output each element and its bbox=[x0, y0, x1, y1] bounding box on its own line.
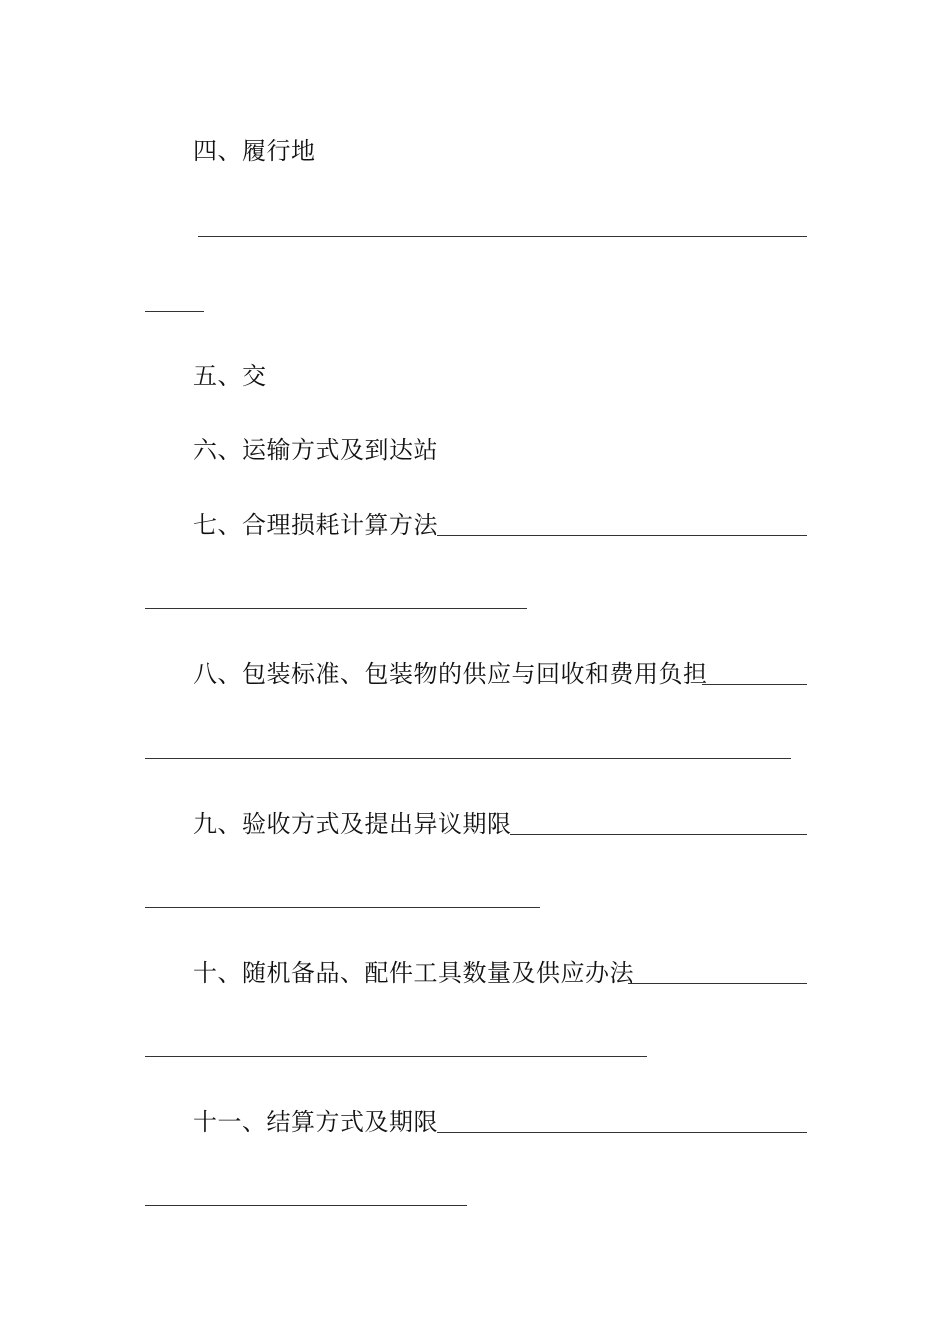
section-9-blank-line bbox=[510, 834, 807, 835]
section-4-blank-line bbox=[198, 236, 807, 237]
section-10-blank-line-continued bbox=[145, 1056, 647, 1057]
section-7-blank-line bbox=[437, 535, 807, 536]
section-10-label: 十、随机备品、配件工具数量及供应办法 bbox=[193, 959, 634, 987]
section-11-label: 十一、结算方式及期限 bbox=[193, 1108, 438, 1136]
section-5-label: 五、交 bbox=[193, 362, 267, 390]
section-7-blank-line-continued bbox=[145, 608, 527, 609]
section-7-label: 七、合理损耗计算方法 bbox=[193, 511, 438, 539]
section-9-label: 九、验收方式及提出异议期限 bbox=[193, 810, 512, 838]
section-8-blank-line-continued bbox=[145, 758, 791, 759]
section-4-label: 四、履行地 bbox=[193, 137, 316, 165]
section-11-blank-line bbox=[437, 1132, 807, 1133]
section-6-label: 六、运输方式及到达站 bbox=[193, 436, 438, 464]
section-8-blank-line bbox=[702, 684, 807, 685]
section-10-blank-line bbox=[628, 983, 807, 984]
section-11-blank-line-continued bbox=[145, 1205, 467, 1206]
section-8-label: 八、包装标准、包装物的供应与回收和费用负担 bbox=[193, 660, 708, 688]
section-9-blank-line-continued bbox=[145, 907, 540, 908]
section-4-blank-line-continued bbox=[145, 311, 204, 312]
